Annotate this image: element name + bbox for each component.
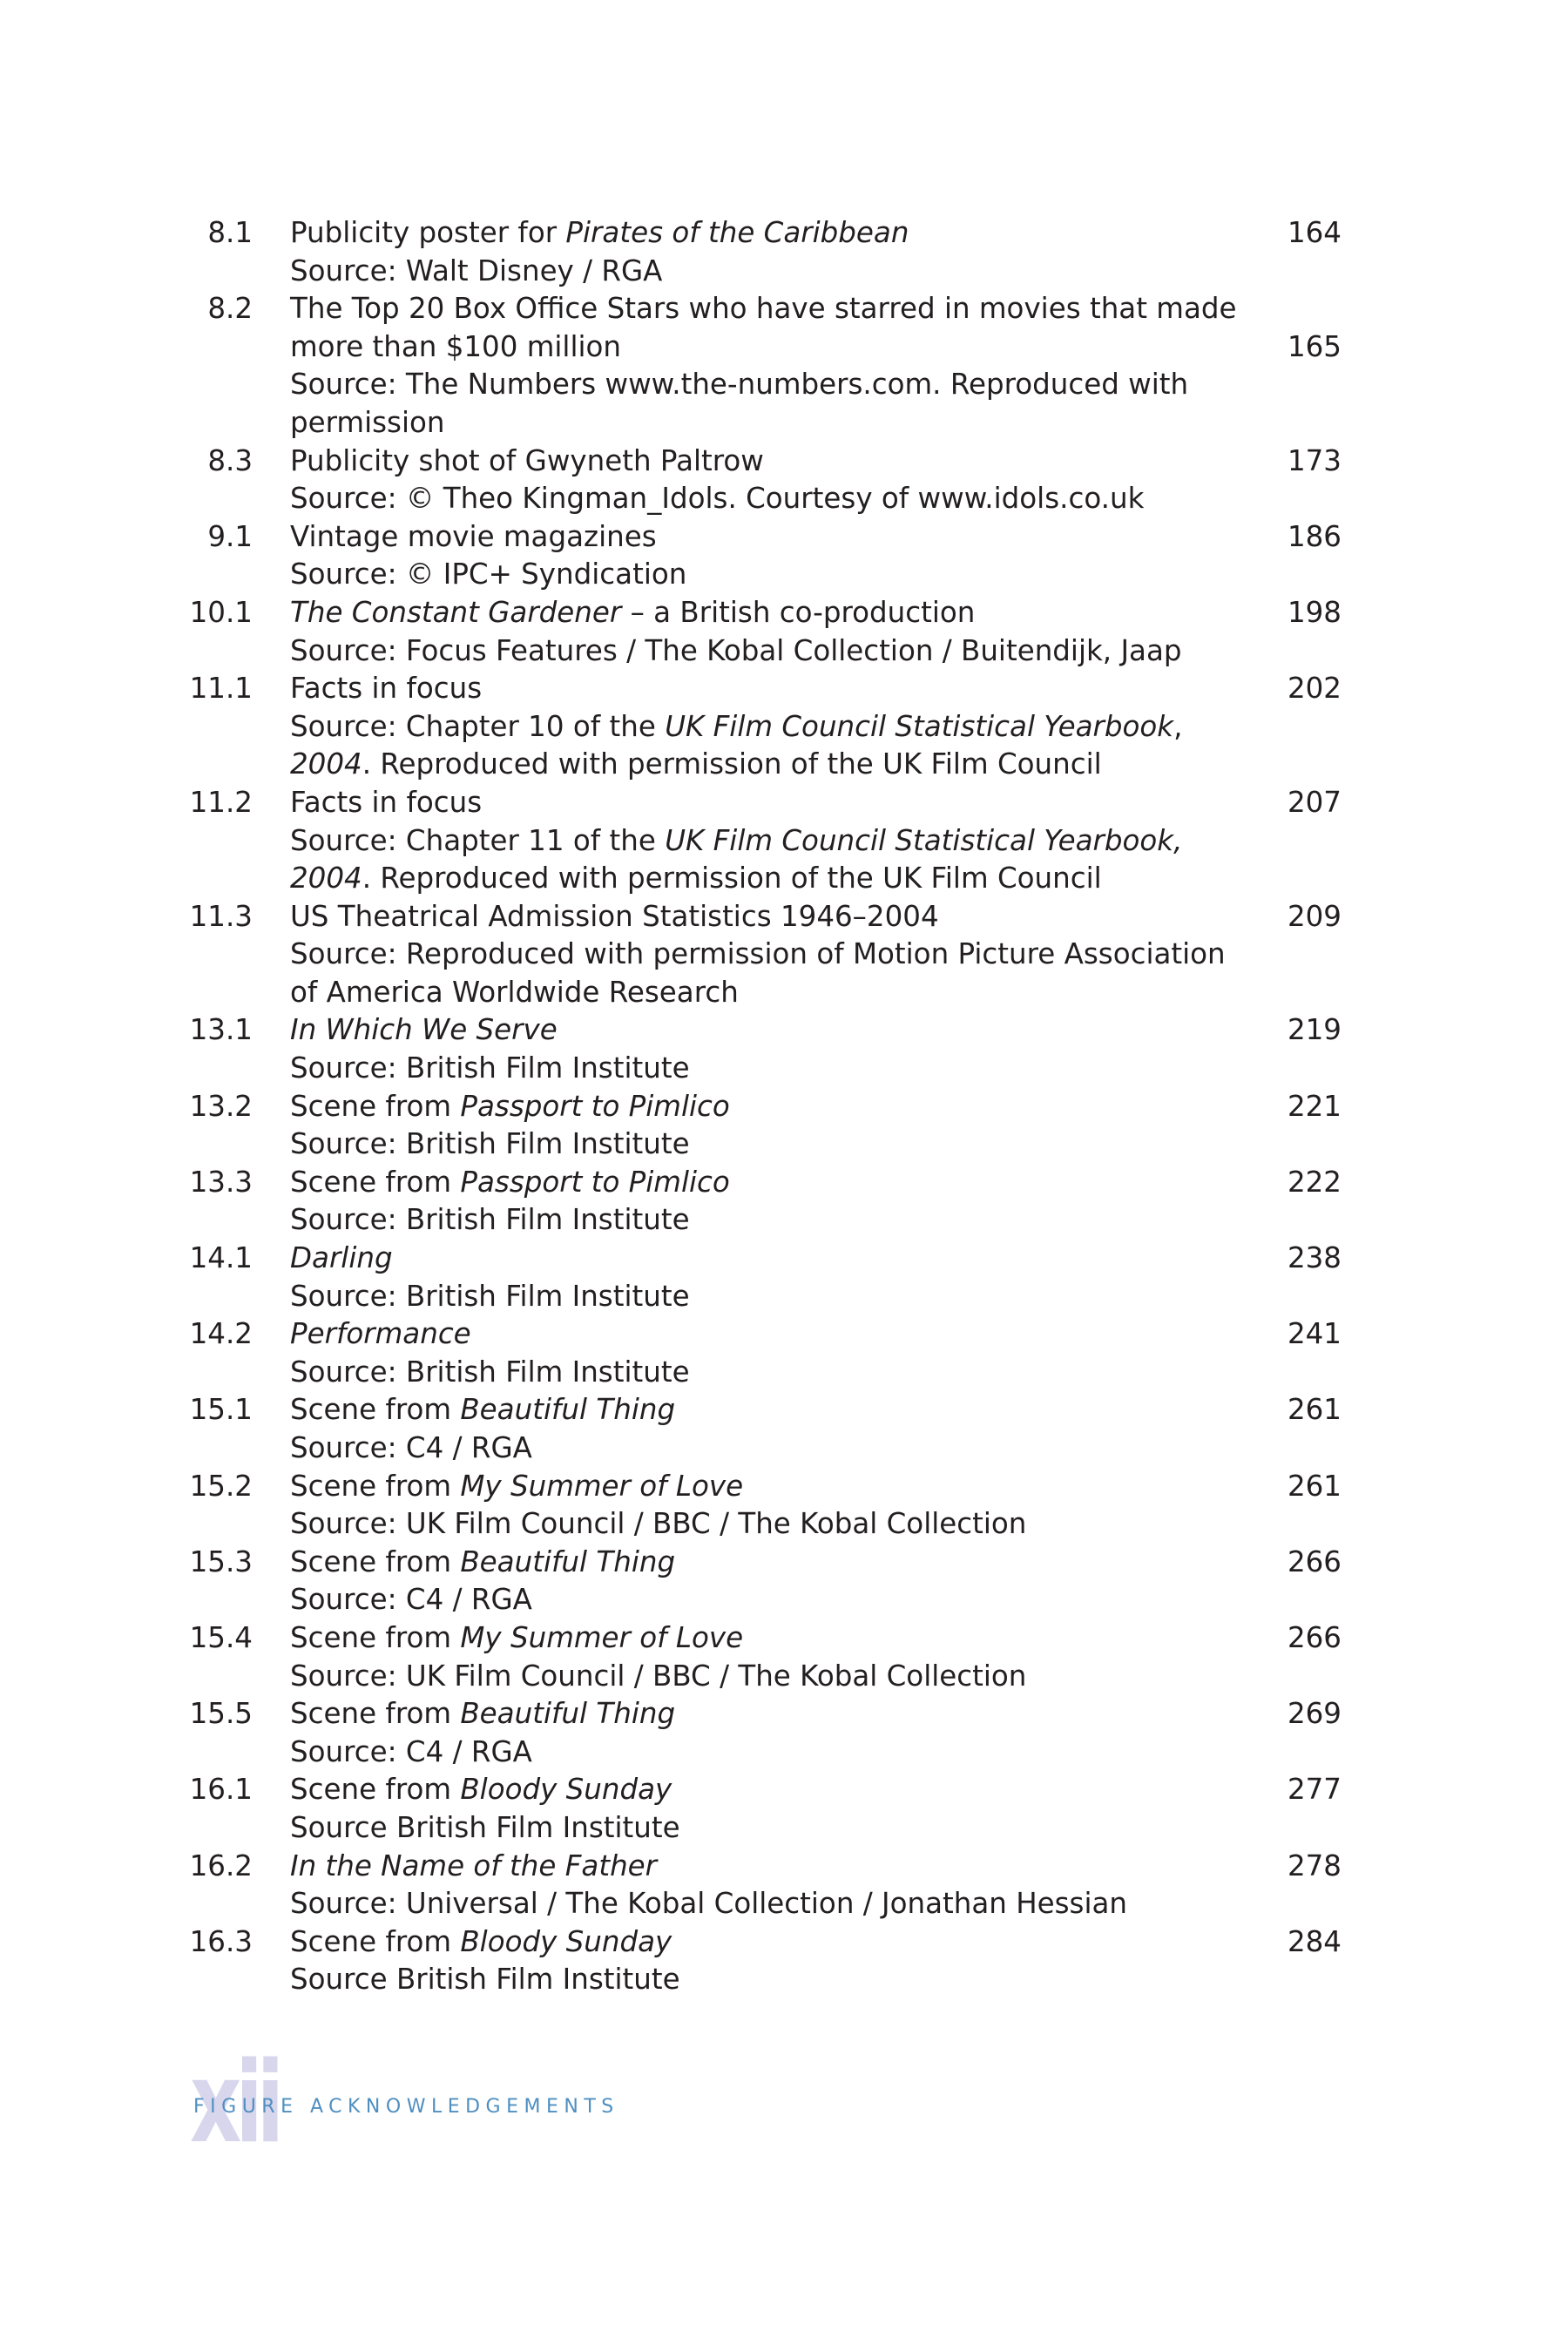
caption-line bbox=[290, 1961, 1192, 1999]
caption-text: Source: C4 / RGA bbox=[290, 1431, 532, 1464]
page-number: 173 bbox=[1287, 443, 1342, 477]
caption-line bbox=[290, 822, 1192, 861]
page-number: 266 bbox=[1287, 1620, 1342, 1654]
figure-entry bbox=[174, 290, 1342, 442]
caption-text: Vintage movie magazines bbox=[290, 519, 657, 553]
caption-text: Scene from bbox=[290, 1924, 461, 1958]
figure-number: 15.1 bbox=[189, 1393, 253, 1427]
italic-text: In the Name of the Father bbox=[290, 1848, 658, 1882]
caption-text: Scene from bbox=[290, 1393, 461, 1427]
page-number: 202 bbox=[1287, 672, 1342, 706]
figure-entry bbox=[174, 898, 1342, 1012]
caption-title-line bbox=[290, 290, 1237, 328]
caption-text: Source British Film Institute bbox=[290, 1963, 680, 1997]
caption-text: Source: UK Film Council / BBC / The Kobal Collection bbox=[290, 1507, 1027, 1541]
caption-text: permission bbox=[290, 405, 445, 439]
page-number: 261 bbox=[1287, 1469, 1342, 1503]
figure-number: 14.1 bbox=[189, 1241, 253, 1275]
caption-line bbox=[290, 936, 1226, 974]
caption-text: Source: Focus Features / The Kobal Collection / Buitendijk, Jaap bbox=[290, 633, 1182, 667]
figure-entry bbox=[174, 1088, 1342, 1164]
italic-text: UK Film Council Statistical Yearbook, bbox=[665, 823, 1183, 857]
figure-entry bbox=[174, 1619, 1342, 1695]
figure-caption bbox=[290, 1619, 1192, 1695]
italic-text: Beautiful Thing bbox=[460, 1393, 676, 1427]
caption-text: Source: British Film Institute bbox=[290, 1127, 690, 1161]
figure-entry bbox=[174, 1011, 1342, 1087]
italic-text: Pirates of the Caribbean bbox=[565, 216, 909, 249]
caption-title-line bbox=[290, 214, 1192, 253]
caption-title-line bbox=[290, 1011, 1192, 1050]
caption-text: more than $100 million bbox=[290, 329, 622, 363]
caption-text: Source: UK Film Council / BBC / The Kobal Collection bbox=[290, 1659, 1027, 1693]
caption-text: – a British co-production bbox=[621, 595, 976, 629]
caption-text: Scene from bbox=[290, 1469, 461, 1503]
figure-caption bbox=[290, 670, 1192, 784]
caption-line bbox=[290, 1050, 1192, 1088]
figure-number: 10.1 bbox=[189, 595, 253, 629]
caption-title-line bbox=[290, 1544, 1192, 1582]
figure-number: 8.2 bbox=[207, 292, 253, 326]
caption-text: Publicity poster for bbox=[290, 216, 566, 249]
caption-title-line bbox=[290, 1164, 1192, 1202]
figure-number: 15.3 bbox=[189, 1544, 253, 1578]
figure-number: 13.3 bbox=[189, 1165, 253, 1199]
caption-title-line bbox=[290, 443, 1192, 481]
figure-caption bbox=[290, 1315, 1192, 1391]
page-number: 266 bbox=[1287, 1544, 1342, 1578]
caption-title-line bbox=[290, 1695, 1192, 1734]
caption-text: Scene from bbox=[290, 1697, 461, 1731]
figure-entry bbox=[174, 1923, 1342, 1999]
figure-number: 16.3 bbox=[189, 1924, 253, 1958]
caption-title-line bbox=[290, 1088, 1192, 1126]
caption-title-line bbox=[290, 784, 1192, 822]
figure-entry bbox=[174, 784, 1342, 898]
figure-caption bbox=[290, 1771, 1192, 1847]
figure-entry bbox=[174, 443, 1342, 518]
caption-line bbox=[290, 1809, 1192, 1848]
caption-title-line bbox=[290, 1240, 1192, 1278]
caption-line bbox=[290, 1581, 1192, 1619]
page-number: 278 bbox=[1287, 1848, 1342, 1882]
caption-line bbox=[290, 1658, 1192, 1696]
page-number: 209 bbox=[1287, 899, 1342, 933]
figure-number: 8.3 bbox=[207, 443, 253, 477]
caption-line bbox=[290, 1505, 1192, 1544]
figure-number: 9.1 bbox=[207, 519, 253, 553]
figure-entry bbox=[174, 670, 1342, 784]
caption-title-line bbox=[290, 1848, 1192, 1886]
figure-number: 16.2 bbox=[189, 1848, 253, 1882]
figure-list bbox=[174, 214, 1342, 1999]
caption-text: Source: Walt Disney / RGA bbox=[290, 253, 663, 287]
caption-text: Source: Universal / The Kobal Collection / Jonathan Hessian bbox=[290, 1887, 1128, 1921]
italic-text: Bloody Sunday bbox=[460, 1773, 672, 1807]
figure-entry bbox=[174, 1468, 1342, 1544]
caption-line bbox=[290, 1125, 1192, 1164]
page-number: 221 bbox=[1287, 1089, 1342, 1123]
page-number: 261 bbox=[1287, 1393, 1342, 1427]
caption-text: Source: C4 / RGA bbox=[290, 1583, 532, 1617]
caption-text: Scene from bbox=[290, 1165, 461, 1199]
page-number: 222 bbox=[1287, 1165, 1342, 1199]
figure-entry bbox=[174, 1240, 1342, 1315]
figure-caption bbox=[290, 1695, 1192, 1771]
figure-number: 11.2 bbox=[189, 785, 253, 819]
figure-caption bbox=[290, 443, 1192, 518]
page-number: 186 bbox=[1287, 519, 1342, 553]
italic-text: The Constant Gardener bbox=[290, 595, 622, 629]
italic-text: Passport to Pimlico bbox=[460, 1165, 730, 1199]
caption-line bbox=[290, 1734, 1192, 1772]
figure-number: 13.2 bbox=[189, 1089, 253, 1123]
figure-entry bbox=[174, 1771, 1342, 1847]
figure-entry bbox=[174, 518, 1342, 594]
caption-title-line bbox=[290, 1468, 1192, 1506]
running-head: FIGURE ACKNOWLEDGEMENTS bbox=[193, 2096, 619, 2118]
figure-entry bbox=[174, 594, 1342, 670]
caption-text: Source: C4 / RGA bbox=[290, 1734, 532, 1768]
figure-number: 11.3 bbox=[189, 899, 253, 933]
caption-text: Source: © IPC+ Syndication bbox=[290, 558, 687, 591]
caption-text: Scene from bbox=[290, 1620, 461, 1654]
figure-caption bbox=[290, 1164, 1192, 1240]
page-footer bbox=[190, 2038, 713, 2168]
figure-caption bbox=[290, 1391, 1192, 1467]
caption-title-line bbox=[290, 1923, 1192, 1962]
figure-number: 13.1 bbox=[189, 1013, 253, 1047]
figure-entry bbox=[174, 1315, 1342, 1391]
caption-text: US Theatrical Admission Statistics 1946–2004 bbox=[290, 899, 939, 933]
figure-number: 15.4 bbox=[189, 1620, 253, 1654]
page-number: 207 bbox=[1287, 785, 1342, 819]
figure-entry bbox=[174, 1848, 1342, 1923]
caption-line bbox=[290, 974, 1192, 1012]
caption-line bbox=[290, 253, 1192, 291]
page-number: 219 bbox=[1287, 1013, 1342, 1047]
caption-text: Facts in focus bbox=[290, 785, 483, 819]
figure-number: 8.1 bbox=[207, 216, 253, 249]
caption-line bbox=[290, 1429, 1192, 1468]
caption-text: , bbox=[1173, 709, 1183, 743]
italic-text: 2004 bbox=[290, 747, 362, 781]
caption-text: Scene from bbox=[290, 1089, 461, 1123]
caption-line bbox=[290, 1354, 1192, 1392]
page-number: 269 bbox=[1287, 1697, 1342, 1731]
figure-caption bbox=[290, 1923, 1192, 1999]
figure-caption bbox=[290, 1088, 1192, 1164]
italic-text: Beautiful Thing bbox=[460, 1697, 676, 1731]
caption-text: Source: British Film Institute bbox=[290, 1279, 690, 1313]
caption-line bbox=[290, 556, 1192, 594]
figure-caption bbox=[290, 1544, 1192, 1619]
caption-line bbox=[290, 366, 1192, 404]
figure-caption bbox=[290, 1848, 1192, 1923]
figure-entry bbox=[174, 214, 1342, 290]
caption-line bbox=[290, 708, 1192, 747]
italic-text: Performance bbox=[290, 1317, 471, 1351]
figure-entry bbox=[174, 1391, 1342, 1467]
caption-text: Source: British Film Institute bbox=[290, 1051, 690, 1085]
figure-caption bbox=[290, 594, 1192, 670]
page-number: 164 bbox=[1287, 216, 1342, 249]
caption-text: Source: Chapter 10 of the bbox=[290, 709, 666, 743]
caption-text: Source: The Numbers www.the-numbers.com. Reproduced with bbox=[290, 368, 1189, 402]
figure-number: 16.1 bbox=[189, 1773, 253, 1807]
caption-line bbox=[290, 746, 1192, 784]
caption-line bbox=[290, 480, 1192, 518]
italic-text: My Summer of Love bbox=[460, 1469, 744, 1503]
caption-title-line bbox=[290, 518, 1192, 557]
caption-text: Publicity shot of Gwyneth Paltrow bbox=[290, 443, 764, 477]
caption-title-line bbox=[290, 1391, 1192, 1429]
figure-entry bbox=[174, 1544, 1342, 1619]
figure-caption bbox=[290, 1240, 1192, 1315]
caption-title-line bbox=[290, 594, 1192, 632]
caption-line bbox=[290, 1278, 1192, 1316]
figure-caption bbox=[290, 518, 1192, 594]
italic-text: In Which We Serve bbox=[290, 1013, 558, 1047]
caption-text: Source: © Theo Kingman_Idols. Courtesy of www.idols.co.uk bbox=[290, 482, 1145, 516]
page-number: 165 bbox=[1287, 329, 1342, 363]
figure-caption bbox=[290, 290, 1237, 442]
caption-text: . Reproduced with permission of the UK Film Council bbox=[362, 862, 1102, 896]
caption-line bbox=[290, 328, 1192, 367]
caption-text: Facts in focus bbox=[290, 672, 483, 706]
caption-text: . Reproduced with permission of the UK Film Council bbox=[362, 747, 1102, 781]
italic-text: My Summer of Love bbox=[460, 1620, 744, 1654]
page-number: 198 bbox=[1287, 595, 1342, 629]
caption-line bbox=[290, 1885, 1192, 1923]
caption-text: of America Worldwide Research bbox=[290, 975, 739, 1009]
italic-text: 2004 bbox=[290, 862, 362, 896]
italic-text: Darling bbox=[290, 1241, 393, 1275]
page-folio: xii bbox=[190, 2038, 279, 2168]
caption-line bbox=[290, 632, 1192, 671]
caption-title-line bbox=[290, 670, 1192, 708]
page-number: 277 bbox=[1287, 1773, 1342, 1807]
figure-number: 11.1 bbox=[189, 672, 253, 706]
caption-title-line bbox=[290, 1619, 1192, 1658]
figure-entry bbox=[174, 1164, 1342, 1240]
figure-entry bbox=[174, 1695, 1342, 1771]
caption-text: Source: Chapter 11 of the bbox=[290, 823, 666, 857]
caption-text: Scene from bbox=[290, 1544, 461, 1578]
caption-line bbox=[290, 1201, 1192, 1240]
caption-text: Source: British Film Institute bbox=[290, 1203, 690, 1237]
figure-number: 14.2 bbox=[189, 1317, 253, 1351]
caption-text: Source: British Film Institute bbox=[290, 1355, 690, 1389]
figure-caption bbox=[290, 898, 1226, 1012]
caption-text: Scene from bbox=[290, 1773, 461, 1807]
caption-line bbox=[290, 404, 1192, 443]
figure-caption bbox=[290, 784, 1192, 898]
caption-text: Source British Film Institute bbox=[290, 1810, 680, 1844]
caption-title-line bbox=[290, 1771, 1192, 1809]
italic-text: Bloody Sunday bbox=[460, 1924, 672, 1958]
caption-text: The Top 20 Box Office Stars who have starred in movies that made bbox=[290, 292, 1237, 326]
caption-text: Source: Reproduced with permission of Motion Picture Association bbox=[290, 937, 1226, 971]
caption-title-line bbox=[290, 898, 1192, 936]
italic-text: Beautiful Thing bbox=[460, 1544, 676, 1578]
italic-text: Passport to Pimlico bbox=[460, 1089, 730, 1123]
figure-caption bbox=[290, 1011, 1192, 1087]
figure-number: 15.2 bbox=[189, 1469, 253, 1503]
page-number: 284 bbox=[1287, 1924, 1342, 1958]
caption-line bbox=[290, 860, 1192, 898]
italic-text: UK Film Council Statistical Yearbook bbox=[665, 709, 1174, 743]
figure-caption bbox=[290, 1468, 1192, 1544]
figure-caption bbox=[290, 214, 1192, 290]
page-number: 241 bbox=[1287, 1317, 1342, 1351]
figure-number: 15.5 bbox=[189, 1697, 253, 1731]
caption-title-line bbox=[290, 1315, 1192, 1354]
page-number: 238 bbox=[1287, 1241, 1342, 1275]
